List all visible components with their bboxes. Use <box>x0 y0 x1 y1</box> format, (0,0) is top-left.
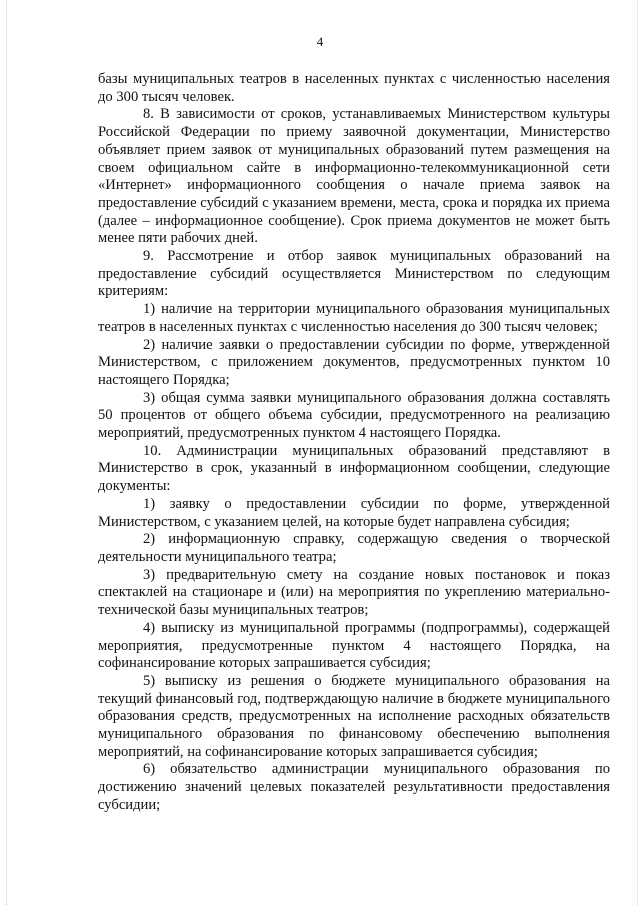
document-body <box>98 71 610 815</box>
scan-edge-left <box>6 0 7 905</box>
criterion-3: 3) общая сумма заявки муниципального образования должна составлять 50 процентов от общего объема субсидии, предусмотренного на реализацию мероприятий, предусмотренных пунктом 4 настоящего Порядка. <box>98 389 610 442</box>
paragraph-item-10: 10. Администрации муниципальных образований представляют в Министерство в срок, указанный в информационном сообщении, следующие документы: <box>98 442 610 495</box>
document-item-5: 5) выписку из решения о бюджете муниципального образования на текущий финансовый год, подтверждающую наличие в бюджете муниципального образования средств, предусмотренных на исполнение расходных обязательств муниципального образования по финансовому обеспечению выполнения мероприятий, на софинансирование которых запрашивается субсидия; <box>98 672 610 760</box>
criterion-2: 2) наличие заявки о предоставлении субсидии по форме, утвержденной Министерством, с приложением документов, предусмотренных пунктом 10 настоящего Порядка; <box>98 336 610 388</box>
document-item-6: 6) обязательство администрации муниципального образования по достижению значений целевых показателей результативности предоставления субсидии; <box>98 761 610 813</box>
paragraph-item-8: 8. В зависимости от сроков, устанавливаемых Министерством культуры Российской Федерации по приему заявочной документации, Министерство объявляет прием заявок от муниципальных образований путем размещения на своем официальном сайте в информационно-телекоммуникационной сети «Интернет» информационного сообщения о начале приема заявок на предоставление субсидий с указанием времени, места, срока и порядка их приема (далее – информационное сообщение). Срок приема документов не может быть менее пяти рабочих дней. <box>98 106 610 247</box>
document-item-1: 1) заявку о предоставлении субсидии по форме, утвержденной Министерством, с указанием целей, на которые будет направлена субсидия; <box>98 495 610 530</box>
page-number: 4 <box>316 34 324 49</box>
paragraph-continuation: базы муниципальных театров в населенных пунктах с численностью населения до 300 тысяч человек. <box>98 71 610 105</box>
criterion-1: 1) наличие на территории муниципального образования муниципальных театров в населенных пунктах с численностью населения до 300 тысяч человек; <box>98 301 610 335</box>
document-item-4: 4) выписку из муниципальной программы (подпрограммы), содержащей мероприятия, предусмотренные пунктом 4 настоящего Порядка, на софинансирование которых запрашивается субсидия; <box>98 619 610 672</box>
scan-edge-right <box>637 0 638 905</box>
document-item-2: 2) информационную справку, содержащую сведения о творческой деятельности муниципального театра; <box>98 531 610 565</box>
paragraph-item-9: 9. Рассмотрение и отбор заявок муниципальных образований на предоставление субсидий осуществляется Министерством по следующим критериям: <box>98 248 610 300</box>
document-item-3: 3) предварительную смету на создание новых постановок и показ спектаклей на стационаре и (или) на мероприятия по укреплению материально-технической базы муниципальных театров; <box>98 566 610 619</box>
